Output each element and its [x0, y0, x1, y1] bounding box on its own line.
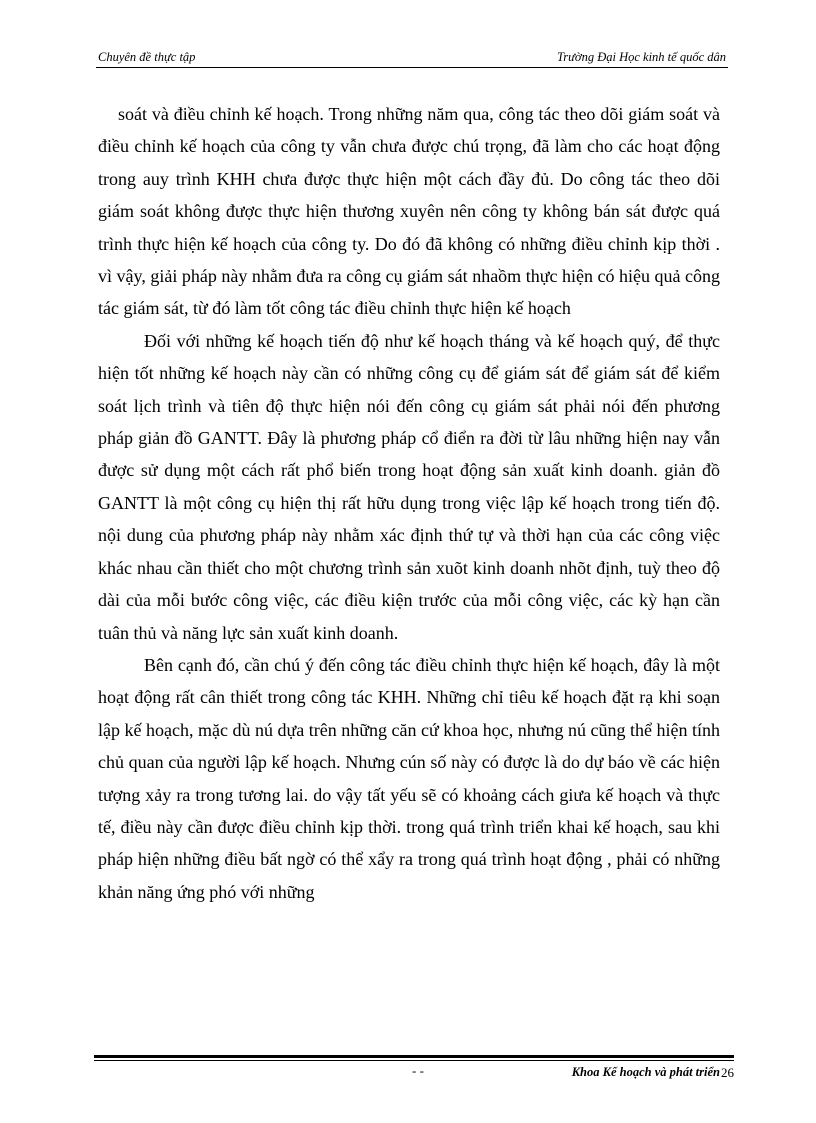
- document-body: [98, 98, 720, 908]
- body-paragraph-1: soát và điều chỉnh kế hoạch. Trong những năm qua, công tác theo dõi giám soát và điều chỉnh kế hoạch của công ty vẫn chưa được chú trọng, đã làm cho các hoạt động trong auy trình KHH chưa được thực hiện một cách đầy đủ. Do công tác theo dõi giám soát không được thực hiện thương xuyên nên công ty không bán sát được quá trình thực hiện kế hoạch của công ty. Do đó đã không có những điều chỉnh kịp thời . vì vậy, giải pháp này nhằm đưa ra công cụ giám sát nhaồm thực hiện có hiệu quả công tác giám sát, từ đó làm tốt công tác điều chỉnh thực hiện kế hoạch: [98, 104, 720, 319]
- header-university: Trường Đại Học kinh tế quốc dân: [556, 50, 726, 64]
- header-course-title: Chuyên đề thực tập: [98, 50, 196, 64]
- footer-faculty: Khoa Kế hoạch và phát triển: [571, 1065, 720, 1079]
- footer-center-mark: - -: [412, 1063, 424, 1078]
- page-footer: [94, 1055, 734, 1085]
- page-number: 26: [721, 1065, 734, 1080]
- header-divider: [96, 67, 728, 68]
- footer-divider-thick: [94, 1055, 734, 1058]
- body-paragraph-2: Đối với những kế hoạch tiến độ như kế hoạch tháng và kế hoạch quý, để thực hiện tốt những kế hoạch này cần có những công cụ để giám sát để giám sát để kiểm soát lịch trình và tiên độ thực hiện nói đến công cụ giám sát phải nói đến phương pháp giản đồ GANTT. Đây là phương pháp cổ điển ra đời từ lâu những hiện nay vẫn được sử dụng một cách rất phổ biến trong hoạt động sản xuất kinh doanh. giản đồ GANTT là một công cụ hiện thị rất hữu dụng trong việc lập kế hoạch trong tiến độ. nội dung của phương pháp này nhằm xác định thứ tự và thời hạn của các công việc khác nhau cần thiết cho một chương trình sản xuõt kinh doanh nhõt định, tuỳ theo độ dài của mỗi bước công việc, các điều kiện trước của mỗi công việc, các kỳ hạn cần tuân thủ và năng lực sản xuất kinh doanh.: [98, 330, 720, 643]
- body-paragraph-3: Bên cạnh đó, cần chú ý đến công tác điều chỉnh thực hiện kế hoạch, đây là một hoạt động rất cân thiết trong công tác KHH. Những chỉ tiêu kế hoạch đặt rạ khi soạn lập kế hoạch, mặc dù nú dựa trên những căn cứ khoa học, nhưng nú cũng thể hiện tính chủ quan của người lập kế hoạch. Nhưng cún số này có được là do dự báo về các hiện tượng xảy ra trong tương lai. do vậy tất yếu sẽ có khoảng cách giưa kế hoạch và thực tế, điều này cần được điều chỉnh kịp thời. trong quá trình triển khai kế hoạch, sau khi pháp hiện những điều bất ngờ có thể xẩy ra trong quá trình hoạt động , phải có những khản năng ứng phó với những: [98, 654, 720, 902]
- footer-divider-thin: [94, 1060, 734, 1061]
- page-header: [96, 46, 728, 68]
